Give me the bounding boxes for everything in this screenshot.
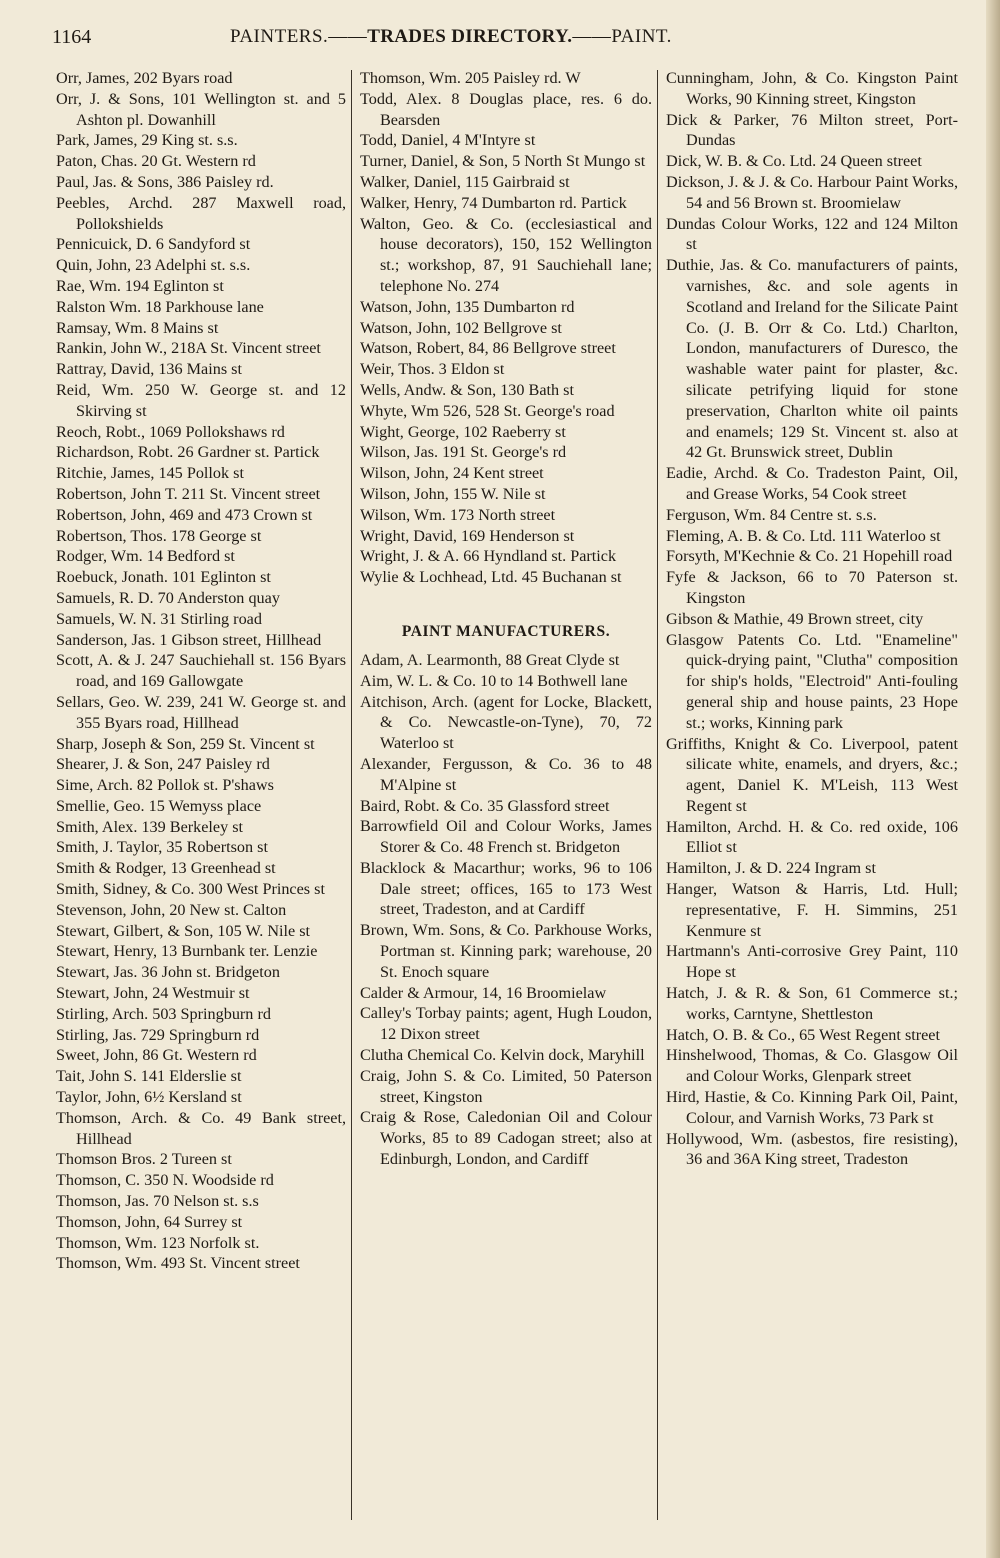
directory-entry: Walker, Henry, 74 Dumbarton rd. Partick <box>360 193 627 212</box>
directory-entry: Ritchie, James, 145 Pollok st <box>56 464 244 483</box>
directory-entry: Adam, A. Learmonth, 88 Great Clyde st <box>360 650 620 669</box>
directory-entry: Thomson, John, 64 Surrey st <box>56 1212 243 1231</box>
directory-entry: Weir, Thos. 3 Eldon st <box>360 360 505 379</box>
header-title <box>230 26 672 48</box>
directory-entry: Blacklock & Macarthur; works, 96 to 106 Dale street; offices, 165 to 173 West street, Tradeston, and at Cardiff <box>360 858 652 919</box>
paint-manufacturers-entries <box>360 650 652 1170</box>
directory-entry: Samuels, W. N. 31 Stirling road <box>56 609 262 628</box>
directory-entry: Forsyth, M'Kechnie & Co. 21 Hopehill road <box>666 547 953 566</box>
column-2-entries <box>360 68 652 588</box>
directory-entry: Clutha Chemical Co. Kelvin dock, Maryhill <box>360 1046 645 1065</box>
directory-entry: Sanderson, Jas. 1 Gibson street, Hillhead <box>56 630 322 649</box>
directory-entry: Thomson, Wm. 205 Paisley rd. W <box>360 69 581 87</box>
header-center: TRADES DIRECTORY. <box>367 26 573 47</box>
column-2 <box>360 68 652 1538</box>
header-dash-2: —— <box>572 26 612 47</box>
directory-entry: Thomson, Jas. 70 Nelson st. s.s <box>56 1192 259 1211</box>
directory-entry: Wells, Andw. & Son, 130 Bath st <box>360 380 574 399</box>
directory-entry: Rattray, David, 136 Mains st <box>56 360 242 379</box>
directory-entry: Smith, Sidney, & Co. 300 West Princes st <box>56 880 325 899</box>
directory-entry: Wright, J. & A. 66 Hyndland st. Partick <box>360 547 617 566</box>
directory-entry: Thomson, Arch. & Co. 49 Bank street, Hillhead <box>56 1108 346 1148</box>
directory-entry: Wilson, John, 155 W. Nile st <box>360 484 546 503</box>
directory-entry: Wilson, Jas. 191 St. George's rd <box>360 443 567 462</box>
directory-entry: Sweet, John, 86 Gt. Western rd <box>56 1046 257 1065</box>
directory-entry: Shearer, J. & Son, 247 Paisley rd <box>56 755 270 774</box>
directory-entry: Reoch, Robt., 1069 Pollokshaws rd <box>56 422 285 441</box>
directory-entry: Aim, W. L. & Co. 10 to 14 Bothwell lane <box>360 671 628 690</box>
directory-entry: Fleming, A. B. & Co. Ltd. 111 Waterloo st <box>666 526 941 545</box>
directory-entry: Paton, Chas. 20 Gt. Western rd <box>56 152 256 171</box>
directory-entry: Todd, Alex. 8 Douglas place, res. 6 do. Bearsden <box>360 89 652 129</box>
header-dash-1: —— <box>328 26 368 47</box>
directory-entry: Eadie, Archd. & Co. Tradeston Paint, Oil, and Grease Works, 54 Cook street <box>666 464 958 503</box>
directory-entry: Robertson, Thos. 178 George st <box>56 526 262 545</box>
directory-entry: Stirling, Arch. 503 Springburn rd <box>56 1004 271 1023</box>
directory-entry: Duthie, Jas. & Co. manufacturers of paints, varnishes, &c. and sole agents in Scotland and Ireland for the Silicate Paint Co. (J. B. Orr & Co. Ltd.) Charlton, London, manufacturers of Duresco, the washable water paint for plaster, &c. silicate petrifying liquid for stone preservation, Charlton white oil paints and enamels; 129 St. Vincent st. also at 42 Gt. Brunswick street, Dublin <box>666 256 958 462</box>
directory-entry: Paul, Jas. & Sons, 386 Paisley rd. <box>56 172 274 191</box>
directory-entry: Hird, Hastie, & Co. Kinning Park Oil, Paint, Colour, and Varnish Works, 73 Park st <box>666 1088 958 1127</box>
directory-entry: Robertson, John, 469 and 473 Crown st <box>56 505 313 524</box>
directory-entry: Craig & Rose, Caledonian Oil and Colour Works, 85 to 89 Cadogan street; also at Edinburgh, London, and Cardiff <box>360 1108 652 1169</box>
running-header <box>52 26 958 56</box>
page-edge <box>986 0 1000 1558</box>
directory-entry: Thomson, C. 350 N. Woodside rd <box>56 1171 274 1190</box>
directory-entry: Hartmann's Anti-corrosive Grey Paint, 110 Hope st <box>666 942 958 982</box>
directory-entry: Hanger, Watson & Harris, Ltd. Hull; representative, F. H. Simmins, 251 Kenmure st <box>666 880 958 940</box>
directory-entry: Watson, Robert, 84, 86 Bellgrove street <box>360 339 616 358</box>
directory-entry: Taylor, John, 6½ Kersland st <box>56 1088 242 1107</box>
directory-entry: Wight, George, 102 Raeberry st <box>360 422 566 441</box>
directory-entry: Brown, Wm. Sons, & Co. Parkhouse Works, Portman st. Kinning park; warehouse, 20 St. Enoch square <box>360 921 652 981</box>
directory-entry: Richardson, Robt. 26 Gardner st. Partick <box>56 443 320 462</box>
directory-entry: Hinshelwood, Thomas, & Co. Glasgow Oil and Colour Works, Glenpark street <box>666 1046 958 1086</box>
column-1 <box>56 68 346 1538</box>
directory-entry: Orr, J. & Sons, 101 Wellington st. and 5 Ashton pl. Dowanhill <box>56 89 346 129</box>
directory-entry: Craig, John S. & Co. Limited, 50 Paterson street, Kingston <box>360 1066 652 1106</box>
page-number: 1164 <box>52 26 92 48</box>
directory-entry: Reid, Wm. 250 W. George st. and 12 Skirving st <box>56 380 346 420</box>
directory-entry: Peebles, Archd. 287 Maxwell road, Pollokshields <box>56 193 346 233</box>
directory-entry: Glasgow Patents Co. Ltd. "Enameline" quick-drying paint, "Clutha" composition for ship's holds, "Electroid" Anti-fouling general ship and house paints, 23 Hope st.; works, Kinning park <box>666 630 958 732</box>
directory-entry: Ramsay, Wm. 8 Mains st <box>56 318 219 337</box>
directory-entry: Thomson, Wm. 123 Norfolk st. <box>56 1233 260 1252</box>
directory-entry: Griffiths, Knight & Co. Liverpool, patent silicate white, enamels, and dryers, &c.; agent, Daniel K. M'Leish, 113 West Regent st <box>666 734 958 815</box>
directory-entry: Pennicuick, D. 6 Sandyford st <box>56 235 251 254</box>
directory-entry: Stewart, Gilbert, & Son, 105 W. Nile st <box>56 921 311 940</box>
directory-entry: Wilson, John, 24 Kent street <box>360 464 544 483</box>
directory-entry: Todd, Daniel, 4 M'Intyre st <box>360 131 536 150</box>
column-3 <box>666 68 958 1538</box>
directory-entry: Whyte, Wm 526, 528 St. George's road <box>360 401 615 420</box>
directory-entry: Alexander, Fergusson, & Co. 36 to 48 M'Alpine st <box>360 754 652 794</box>
directory-entry: Sime, Arch. 82 Pollok st. P'shaws <box>56 776 274 795</box>
directory-entry: Rodger, Wm. 14 Bedford st <box>56 547 235 566</box>
directory-entry: Samuels, R. D. 70 Anderston quay <box>56 588 280 607</box>
directory-entry: Scott, A. & J. 247 Sauchiehall st. 156 Byars road, and 169 Gallowgate <box>56 651 346 691</box>
directory-entry: Hatch, J. & R. & Son, 61 Commerce st.; works, Carntyne, Shettleston <box>666 984 958 1023</box>
directory-entry: Hollywood, Wm. (asbestos, fire resisting), 36 and 36A King street, Tradeston <box>666 1129 958 1169</box>
directory-entry: Smith & Rodger, 13 Greenhead st <box>56 859 276 878</box>
directory-entry: Smellie, Geo. 15 Wemyss place <box>56 796 262 815</box>
directory-entry: Hatch, O. B. & Co., 65 West Regent street <box>666 1025 940 1044</box>
directory-entry: Roebuck, Jonath. 101 Eglinton st <box>56 568 271 587</box>
directory-entry: Wilson, Wm. 173 North street <box>360 505 556 524</box>
header-right: PAINT. <box>611 26 672 47</box>
directory-entry: Cunningham, John, & Co. Kingston Paint Works, 90 Kinning street, Kingston <box>666 69 958 108</box>
directory-entry: Calder & Armour, 14, 16 Broomielaw <box>360 983 607 1002</box>
directory-entry: Walton, Geo. & Co. (ecclesiastical and house decorators), 150, 152 Wellington st.; workshop, 87, 91 Sauchiehall lane; telephone No. 274 <box>360 214 652 295</box>
directory-entry: Stewart, John, 24 Westmuir st <box>56 984 250 1003</box>
directory-entry: Stewart, Henry, 13 Burnbank ter. Lenzie <box>56 942 318 961</box>
directory-entry: Stirling, Jas. 729 Springburn rd <box>56 1025 260 1044</box>
directory-entry: Dick, W. B. & Co. Ltd. 24 Queen street <box>666 152 922 171</box>
directory-entry: Aitchison, Arch. (agent for Locke, Blackett, & Co. Newcastle-on-Tyne), 70, 72 Waterloo st <box>360 692 652 753</box>
column-rule-1 <box>351 70 352 1520</box>
directory-entry: Fyfe & Jackson, 66 to 70 Paterson st. Kingston <box>666 568 958 607</box>
header-left: PAINTERS. <box>230 26 329 47</box>
directory-entry: Walker, Daniel, 115 Gairbraid st <box>360 172 570 191</box>
directory-entry: Gibson & Mathie, 49 Brown street, city <box>666 609 924 628</box>
directory-entry: Park, James, 29 King st. s.s. <box>56 131 238 150</box>
directory-entry: Dundas Colour Works, 122 and 124 Milton st <box>666 214 958 254</box>
directory-entry: Rae, Wm. 194 Eglinton st <box>56 276 224 295</box>
directory-entry: Quin, John, 23 Adelphi st. s.s. <box>56 256 251 275</box>
directory-entry: Calley's Torbay paints; agent, Hugh Loudon, 12 Dixon street <box>360 1004 652 1044</box>
directory-entry: Wylie & Lochhead, Ltd. 45 Buchanan st <box>360 568 622 587</box>
directory-entry: Thomson, Wm. 493 St. Vincent street <box>56 1254 300 1273</box>
directory-entry: Orr, James, 202 Byars road <box>56 69 233 87</box>
directory-entry: Stevenson, John, 20 New st. Calton <box>56 900 287 919</box>
directory-entry: Barrowfield Oil and Colour Works, James Storer & Co. 48 French st. Bridgeton <box>360 817 652 857</box>
directory-entry: Watson, John, 102 Bellgrove st <box>360 318 562 337</box>
directory-entry: Thomson Bros. 2 Tureen st <box>56 1150 232 1169</box>
directory-entry: Watson, John, 135 Dumbarton rd <box>360 297 575 316</box>
directory-entry: Dick & Parker, 76 Milton street, Port-Dundas <box>666 110 958 150</box>
directory-entry: Turner, Daniel, & Son, 5 North St Mungo st <box>360 152 646 171</box>
directory-entry: Ralston Wm. 18 Parkhouse lane <box>56 297 264 316</box>
directory-entry: Smith, J. Taylor, 35 Robertson st <box>56 838 268 857</box>
directory-entry: Tait, John S. 141 Elderslie st <box>56 1067 242 1086</box>
directory-entry: Rankin, John W., 218A St. Vincent street <box>56 339 321 358</box>
directory-entry: Stewart, Jas. 36 John st. Bridgeton <box>56 963 280 982</box>
directory-entry: Robertson, John T. 211 St. Vincent street <box>56 484 321 503</box>
directory-entry: Dickson, J. & J. & Co. Harbour Paint Works, 54 and 56 Brown st. Broomielaw <box>666 172 959 212</box>
column-rule-2 <box>657 70 658 1520</box>
directory-entry: Ferguson, Wm. 84 Centre st. s.s. <box>666 505 877 524</box>
directory-entry: Wright, David, 169 Henderson st <box>360 526 575 545</box>
directory-entry: Smith, Alex. 139 Berkeley st <box>56 817 244 836</box>
directory-entry: Sharp, Joseph & Son, 259 St. Vincent st <box>56 734 315 753</box>
columns <box>52 68 964 1538</box>
directory-entry: Baird, Robt. & Co. 35 Glassford street <box>360 796 610 815</box>
directory-entry: Hamilton, Archd. H. & Co. red oxide, 106 Elliot st <box>666 817 958 857</box>
section-title: PAINT MANUFACTURERS. <box>401 622 611 640</box>
directory-entry: Sellars, Geo. W. 239, 241 W. George st. and 355 Byars road, Hillhead <box>56 692 346 732</box>
directory-entry: Hamilton, J. & D. 224 Ingram st <box>666 859 876 878</box>
